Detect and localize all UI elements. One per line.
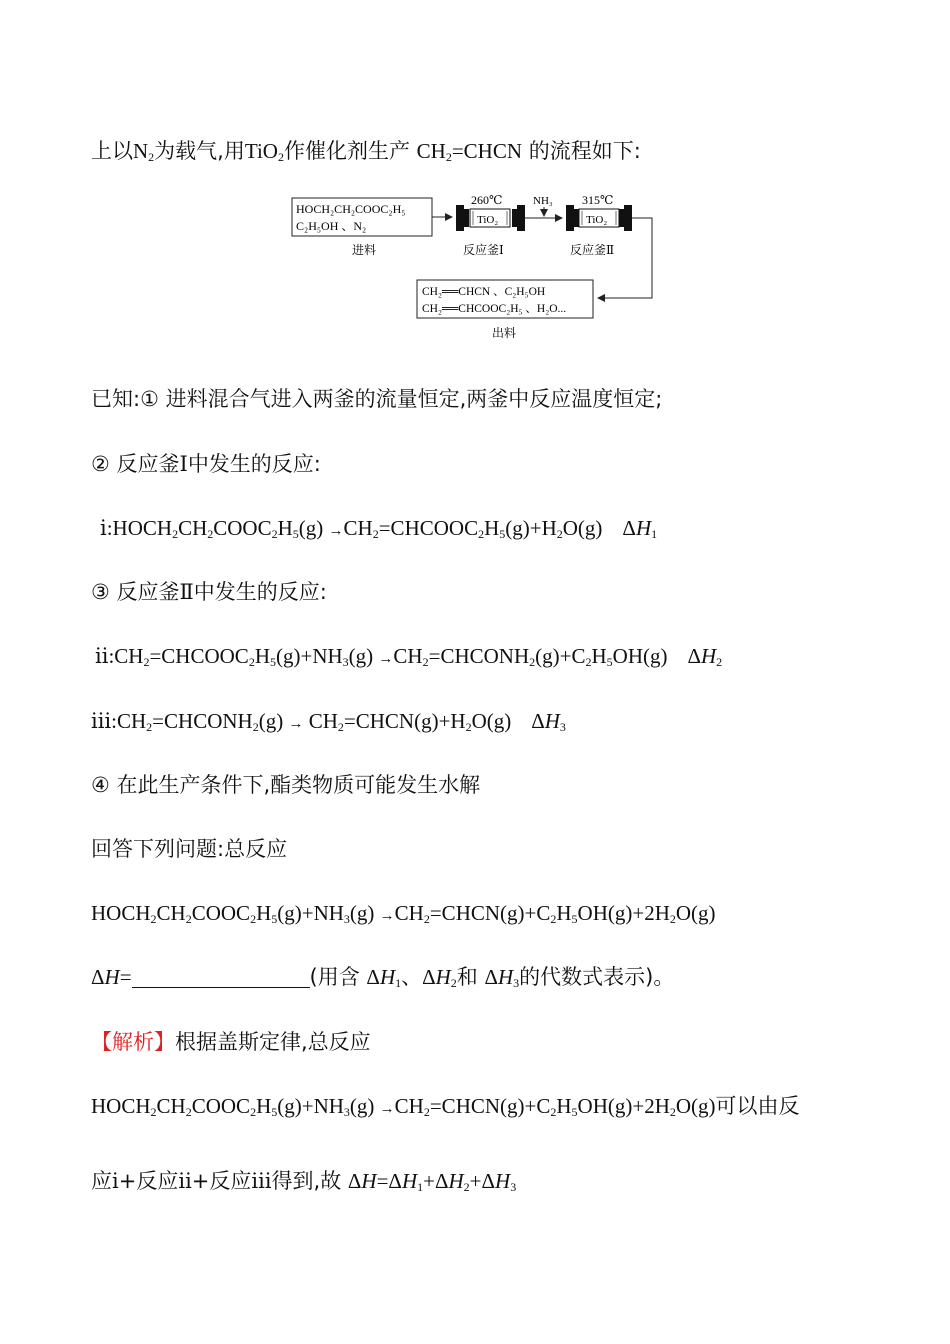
reactor-2-label: 反应釜Ⅱ	[570, 243, 615, 257]
question-2: ΔH= (用含 $\Delta H_1$、$\Delta H_2$和 $\Delta H_3$的代数式表示)。	[91, 965, 675, 990]
reactor-1-label: 反应釜Ⅰ	[463, 243, 504, 257]
output-line-1: CH₂══CHCN 、C₂H₅OH	[422, 286, 546, 298]
intro-line: 上以$N_2$为载气,用TiO$_2$作催化剂生产 $CH_2=CHCN$ 的流程如下:	[91, 139, 641, 164]
analysis-3: 应ⅰ+反应ⅱ+反应ⅲ得到,故 $\Delta H=\Delta H_1+\Delta H_2+\Delta H_3$	[91, 1169, 517, 1194]
total-reaction: $HOCH_2CH_2COOC_2H_5(g)+NH_3(g)$ $\to CH_2=CHCN(g)+C_2H_5OH(g)+2H_2O(g)$	[91, 901, 716, 926]
analysis-tag: 【解析】	[91, 1030, 175, 1054]
question-1: 回答下列问题:总反应	[91, 837, 288, 861]
known-3: ③ 反应釜Ⅱ中发生的反应:	[91, 580, 327, 604]
answer-blank[interactable]	[132, 965, 310, 988]
reaction-i: $ⅰ:HOCH_2CH_2COOC_2H_5(g)$ $\to CH_2=CHCOOC_2H_5(g)+H_2O(g)$ $\Delta H_1$	[100, 516, 658, 541]
analysis-1: 【解析】根据盖斯定律,总反应	[91, 1030, 371, 1054]
process-flow-diagram	[280, 188, 670, 348]
feed-label: 进料	[352, 243, 377, 257]
reactor-1-catalyst: TiO₂	[477, 214, 499, 226]
known-2: ② 反应釜Ⅰ中发生的反应:	[91, 452, 321, 476]
reactor-2-catalyst: TiO₂	[586, 214, 608, 226]
output-line-2: CH₂══CHCOOC₂H₅ 、H₂O...	[422, 303, 567, 315]
reaction-ii: $ⅱ:CH_2=CHCOOC_2H_5(g)+NH_3(g)$ $\to CH_2=CHCONH_2(g)+C_2H_5OH(g)$ $\Delta H_2$	[95, 644, 723, 669]
reactor-2-temp: 315℃	[582, 193, 614, 207]
reactor-1	[456, 193, 525, 257]
nh3-label: NH₃	[533, 195, 553, 207]
output-label: 出料	[492, 326, 517, 340]
feed-line-1: HOCH₂CH₂COOC₂H₅	[296, 202, 406, 216]
known-4: ④ 在此生产条件下,酯类物质可能发生水解	[91, 773, 481, 797]
reactor-1-temp: 260℃	[471, 193, 503, 207]
analysis-2: $HOCH_2CH_2COOC_2H_5(g)+NH_3(g)$ $\to CH_2=CHCN(g)+C_2H_5OH(g)+2H_2O(g)$可以由反	[91, 1094, 800, 1119]
reaction-iii: $ⅲ:CH_2=CHCONH_2(g)$ → $CH_2=CHCN(g)+H_2O(g)$ $\Delta H_3$	[91, 709, 566, 734]
reactor-2	[566, 193, 632, 257]
known-1: 已知:① 进料混合气进入两釜的流量恒定,两釜中反应温度恒定;	[91, 387, 663, 411]
feed-line-2: C₂H₅OH 、N₂	[296, 219, 367, 233]
